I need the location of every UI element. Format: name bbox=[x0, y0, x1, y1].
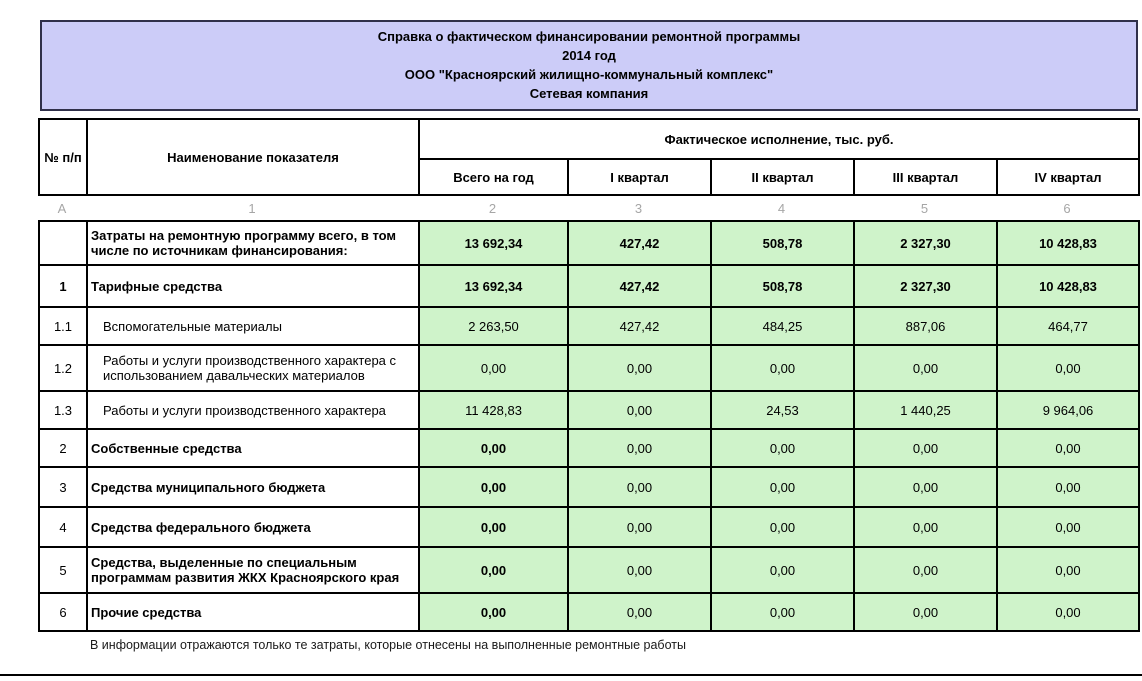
indicator-name-cell: Затраты на ремонтную программу всего, в том числе по источникам финансирования: bbox=[87, 221, 419, 265]
value-cell: 887,06 bbox=[854, 307, 997, 345]
bottom-divider bbox=[0, 674, 1142, 676]
value-cell: 11 428,83 bbox=[419, 391, 568, 429]
report-year: 2014 год bbox=[562, 48, 616, 63]
value-cell: 0,00 bbox=[568, 345, 711, 391]
table-row-federal-budget bbox=[39, 507, 1139, 547]
value-cell: 0,00 bbox=[711, 507, 854, 547]
value-cell: 0,00 bbox=[854, 507, 997, 547]
value-cell: 0,00 bbox=[419, 507, 568, 547]
value-cell: 0,00 bbox=[711, 345, 854, 391]
value-cell: 0,00 bbox=[854, 429, 997, 467]
ref-cell: 4 bbox=[777, 201, 786, 216]
value-cell: 10 428,83 bbox=[997, 265, 1139, 307]
indicator-name-cell: Средства муниципального бюджета bbox=[87, 467, 419, 507]
value-cell: 0,00 bbox=[997, 429, 1139, 467]
value-cell: 10 428,83 bbox=[997, 221, 1139, 265]
value-cell: 0,00 bbox=[419, 593, 568, 631]
row-number-cell bbox=[39, 221, 87, 265]
value-cell: 0,00 bbox=[997, 467, 1139, 507]
indicator-name-cell: Вспомогательные материалы bbox=[87, 307, 419, 345]
header-col-q1: I квартал bbox=[568, 159, 711, 195]
header-col-num: № п/п bbox=[39, 119, 87, 195]
indicator-name-cell: Средства, выделенные по специальным программам развития ЖКХ Красноярского края bbox=[87, 547, 419, 593]
table-row-tariff-funds bbox=[39, 265, 1139, 307]
value-cell: 0,00 bbox=[997, 507, 1139, 547]
value-cell: 24,53 bbox=[711, 391, 854, 429]
indicator-name-cell: Работы и услуги производственного характера bbox=[87, 391, 419, 429]
table-row-own-funds bbox=[39, 429, 1139, 467]
ref-cell: 1 bbox=[248, 201, 256, 216]
value-cell: 0,00 bbox=[997, 345, 1139, 391]
row-number-cell: 4 bbox=[39, 507, 87, 547]
row-number-cell: 5 bbox=[39, 547, 87, 593]
value-cell: 0,00 bbox=[854, 547, 997, 593]
value-cell: 0,00 bbox=[419, 467, 568, 507]
value-cell: 0,00 bbox=[568, 391, 711, 429]
report-title-block bbox=[40, 20, 1138, 111]
footnote-text: В информации отражаются только те затраты, которые отнесены на выполненные ремонтные работы bbox=[90, 638, 686, 652]
table-row-total bbox=[39, 221, 1139, 265]
value-cell: 0,00 bbox=[568, 547, 711, 593]
indicator-name-cell: Работы и услуги производственного характера с использованием давальческих материалов bbox=[87, 345, 419, 391]
ref-cell: А bbox=[57, 201, 67, 216]
value-cell: 0,00 bbox=[711, 547, 854, 593]
value-cell: 0,00 bbox=[854, 345, 997, 391]
value-cell: 0,00 bbox=[854, 467, 997, 507]
value-cell: 2 327,30 bbox=[854, 265, 997, 307]
row-number-cell: 1.1 bbox=[39, 307, 87, 345]
value-cell: 427,42 bbox=[568, 221, 711, 265]
ref-cell: 5 bbox=[920, 201, 929, 216]
table-row-other-funds bbox=[39, 593, 1139, 631]
header-col-year-total: Всего на год bbox=[419, 159, 568, 195]
value-cell: 484,25 bbox=[711, 307, 854, 345]
row-number-cell: 1.3 bbox=[39, 391, 87, 429]
value-cell: 427,42 bbox=[568, 307, 711, 345]
value-cell: 0,00 bbox=[419, 429, 568, 467]
value-cell: 0,00 bbox=[997, 547, 1139, 593]
header-group-actual-execution: Фактическое исполнение, тыс. руб. bbox=[419, 119, 1139, 159]
value-cell: 464,77 bbox=[997, 307, 1139, 345]
value-cell: 0,00 bbox=[997, 593, 1139, 631]
indicator-name-cell: Прочие средства bbox=[87, 593, 419, 631]
value-cell: 9 964,06 bbox=[997, 391, 1139, 429]
value-cell: 0,00 bbox=[419, 547, 568, 593]
table-header bbox=[38, 118, 1140, 196]
row-number-cell: 2 bbox=[39, 429, 87, 467]
ref-cell: 2 bbox=[488, 201, 497, 216]
value-cell: 508,78 bbox=[711, 221, 854, 265]
indicator-name-cell: Средства федерального бюджета bbox=[87, 507, 419, 547]
header-col-q2: II квартал bbox=[711, 159, 854, 195]
value-cell: 2 263,50 bbox=[419, 307, 568, 345]
table-row-production-works bbox=[39, 391, 1139, 429]
table-row-special-programs bbox=[39, 547, 1139, 593]
table-row-works-tolling-materials bbox=[39, 345, 1139, 391]
header-col-q3: III квартал bbox=[854, 159, 997, 195]
column-reference-row bbox=[38, 199, 1138, 219]
row-number-cell: 6 bbox=[39, 593, 87, 631]
row-number-cell: 3 bbox=[39, 467, 87, 507]
indicator-name-cell: Тарифные средства bbox=[87, 265, 419, 307]
value-cell: 13 692,34 bbox=[419, 221, 568, 265]
header-col-name: Наименование показателя bbox=[87, 119, 419, 195]
ref-cell: 6 bbox=[1063, 201, 1071, 216]
value-cell: 1 440,25 bbox=[854, 391, 997, 429]
value-cell: 0,00 bbox=[568, 467, 711, 507]
table-row-aux-materials bbox=[39, 307, 1139, 345]
row-number-cell: 1.2 bbox=[39, 345, 87, 391]
value-cell: 0,00 bbox=[419, 345, 568, 391]
value-cell: 13 692,34 bbox=[419, 265, 568, 307]
company-name: ООО "Красноярский жилищно-коммунальный комплекс" bbox=[404, 67, 774, 82]
value-cell: 2 327,30 bbox=[854, 221, 997, 265]
value-cell: 0,00 bbox=[711, 467, 854, 507]
data-table bbox=[38, 220, 1140, 632]
value-cell: 0,00 bbox=[568, 593, 711, 631]
ref-cell: 3 bbox=[634, 201, 643, 216]
table-row-municipal-budget bbox=[39, 467, 1139, 507]
value-cell: 0,00 bbox=[568, 507, 711, 547]
value-cell: 0,00 bbox=[711, 593, 854, 631]
report-title: Справка о фактическом финансировании ремонтной программы bbox=[377, 29, 801, 44]
company-division: Сетевая компания bbox=[529, 86, 649, 101]
value-cell: 0,00 bbox=[854, 593, 997, 631]
header-col-q4: IV квартал bbox=[997, 159, 1139, 195]
value-cell: 427,42 bbox=[568, 265, 711, 307]
value-cell: 0,00 bbox=[711, 429, 854, 467]
indicator-name-cell: Собственные средства bbox=[87, 429, 419, 467]
row-number-cell: 1 bbox=[39, 265, 87, 307]
value-cell: 0,00 bbox=[568, 429, 711, 467]
value-cell: 508,78 bbox=[711, 265, 854, 307]
